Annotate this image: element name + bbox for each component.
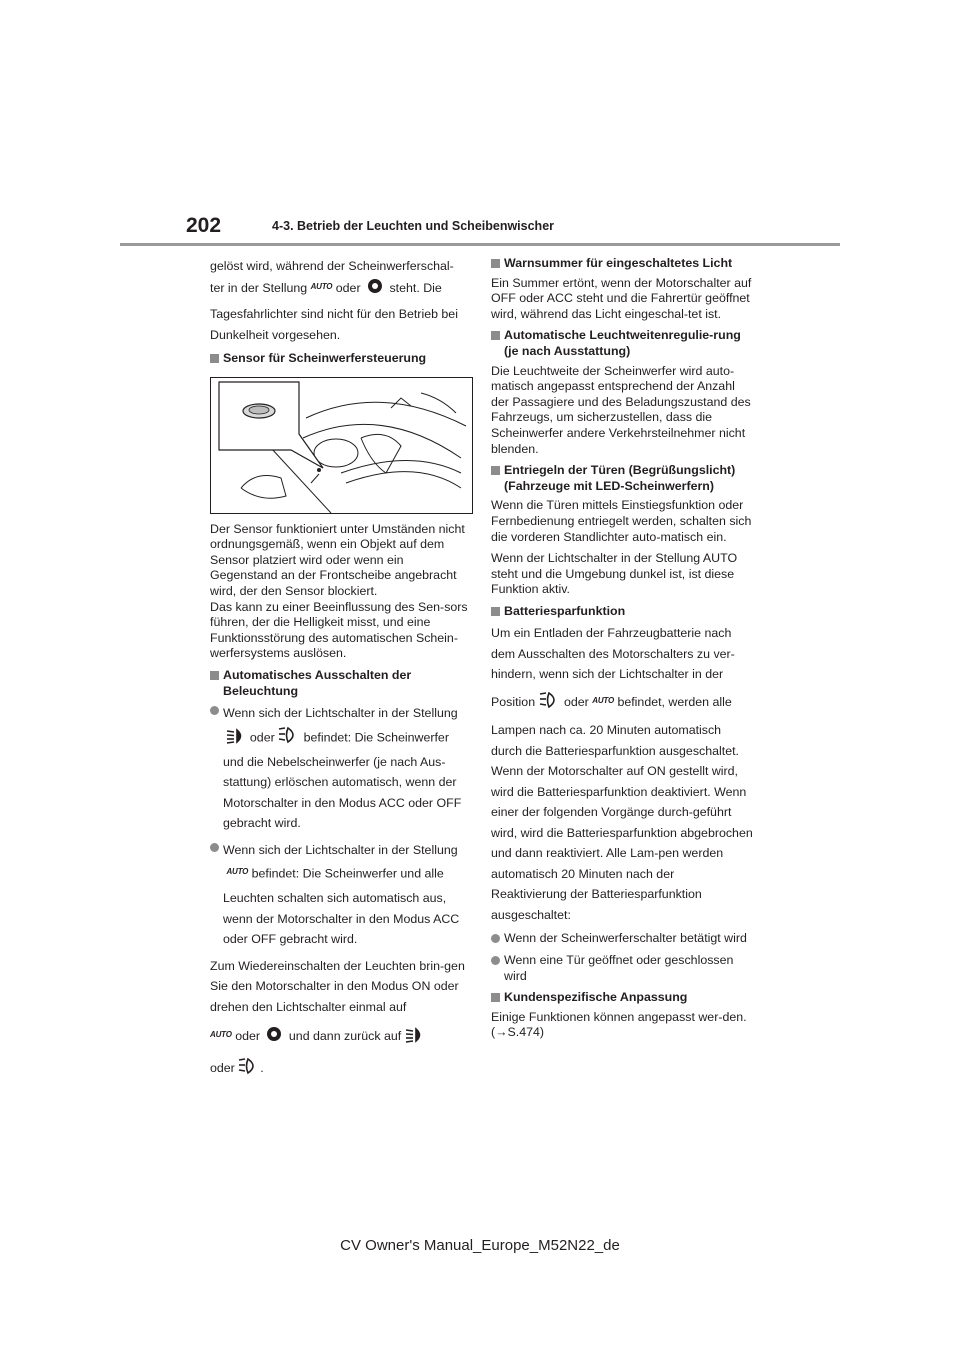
heading-customization: Kundenspezifische Anpassung [491,990,753,1006]
sensor-note-2: Das kann zu einer Beeinflussung des Sen-sors führen, der die Helligkeit misst, und eine Funktionsstörung des automatischen Schein-werfersystems auslösen. [210,599,468,661]
heading-sensor: Sensor für Scheinwerfersteuerung [210,351,472,367]
paragraph-battery-1: Um ein Entladen der Fahrzeugbatterie nach dem Ausschalten des Motorschalters zu ver-hindern, wenn sich der Lichtschalter in der [491,626,735,682]
heading-auto-off: Automatisches Ausschalten der Beleuchtung [210,668,472,699]
auto-icon: AUTO [592,695,614,705]
paragraph-battery-position: Position oder AUTO befindet, werden alle [491,691,753,713]
paragraph-leveling: Die Leuchtweite der Scheinwerfer wird auto-matisch angepasst entsprechend der Anzahl der Passagiere und des Beladungszustand des Fahrzeugs, um sicherzustellen, dass die Scheinwerfer andere Verkehrsteilnehmer nicht blenden. [491,363,751,456]
auto-icon: AUTO [310,281,333,291]
heading-battery-saver: Batteriesparfunktion [491,604,753,620]
light-off-icon [263,1025,285,1043]
section-title: 4-3. Betrieb der Leuchten und Scheibenwischer [272,219,555,233]
right-column [491,256,753,1047]
light-off-icon [364,277,386,295]
paragraph-reactivate: Zum Wiedereinschalten der Leuchten brin-gen Sie den Motorschalter in den Modus ON oder drehen den Lichtschalter einmal auf [210,958,465,1014]
headlight-icon [226,728,246,744]
tail-light-icon [278,726,300,744]
auto-icon: AUTO [210,1030,232,1040]
heading-leveling: Automatische Leuchtweitenregulie-rung (je nach Ausstattung) [491,328,753,359]
paragraph-reactivate-icons: AUTO oder und dann zurück auf [210,1025,472,1047]
paragraph-welcome-2: Wenn der Lichtschalter in der Stellung AUTO steht und die Umgebung dunkel ist, ist diese Funktion aktiv. [491,551,738,597]
auto-icon: AUTO [226,867,249,877]
header-divider [120,243,840,246]
paragraph-daytime: Tagesfahrlichter sind nicht für den Betrieb bei Dunkelheit vorgesehen. [210,307,458,342]
sensor-illustration [210,377,473,514]
bullet-auto-off-2: Wenn sich der Lichtschalter in der Stellung AUTO befindet: Die Scheinwerfer und alle Leuchten schalten sich automatisch aus, wenn der Motorschalter in den Modus ACC oder OFF gebracht wird. [210,840,472,950]
headlight-icon [405,1027,425,1043]
tail-light-icon [238,1057,260,1075]
bullet-auto-off-1: Wenn sich der Lichtschalter in der Stellung oder befindet: Die Scheinwerfer und die Nebelscheinwerfer (je nach Aus-stattung) erlöschen automatisch, wenn der Motorschalter in den Modus ACC oder OFF gebracht wird. [210,703,472,834]
footer-manual-id: CV Owner's Manual_Europe_M52N22_de [340,1237,620,1254]
bullet-battery-2: Wenn eine Tür geöffnet oder geschlossen wird [491,953,753,984]
paragraph-intro: gelöst wird, während der Scheinwerferschal- ter in der Stellung AUTO oder steht. Die [210,256,472,298]
bullet-battery-1: Wenn der Scheinwerferschalter betätigt wird [491,931,753,947]
left-column [210,256,472,1084]
heading-buzzer: Warnsummer für eingeschaltetes Licht [491,256,753,272]
paragraph-customization: Einige Funktionen können angepasst wer-den. (→S.474) [491,1009,747,1040]
paragraph-reactivate-end: oder . [210,1057,472,1079]
paragraph-battery-2: Lampen nach ca. 20 Minuten automatisch durch die Batteriesparfunktion ausgeschaltet. Wenn der Motorschalter auf ON gestellt wird, wird die Batteriesparfunktion deaktiviert. Wenn einer der folgenden Vorgänge durch-geführt wird, wird die Batteriesparfunktion abgebrochen und dann reaktiviert. Alle Lam-pen werden automatisch 20 Minuten nach der Reaktivierung der Batteriesparfunktion ausgeschaltet: [491,723,753,922]
paragraph-welcome-1: Wenn die Türen mittels Einstiegsfunktion oder Fernbedienung entriegelt werden, schalten sich die vorderen Standlichter auto-matisch ein. [491,498,752,544]
page-number: 202 [186,214,222,237]
heading-welcome-light: Entriegeln der Türen (Begrüßungslicht) (Fahrzeuge mit LED-Scheinwerfern) [491,463,753,494]
sensor-note-1: Der Sensor funktioniert unter Umständen nicht ordnungsgemäß, wenn ein Objekt auf dem Sensor platziert wird oder wenn ein Gegenstand an der Frontscheibe angebracht wird, der den Sensor blockiert. [210,521,465,598]
tail-light-icon [539,691,561,709]
paragraph-buzzer: Ein Summer ertönt, wenn der Motorschalter auf OFF oder ACC steht und die Fahrertür geöffnet wird, während das Licht eingeschal-tet ist. [491,275,752,321]
windshield-sensor-drawing [211,378,472,513]
